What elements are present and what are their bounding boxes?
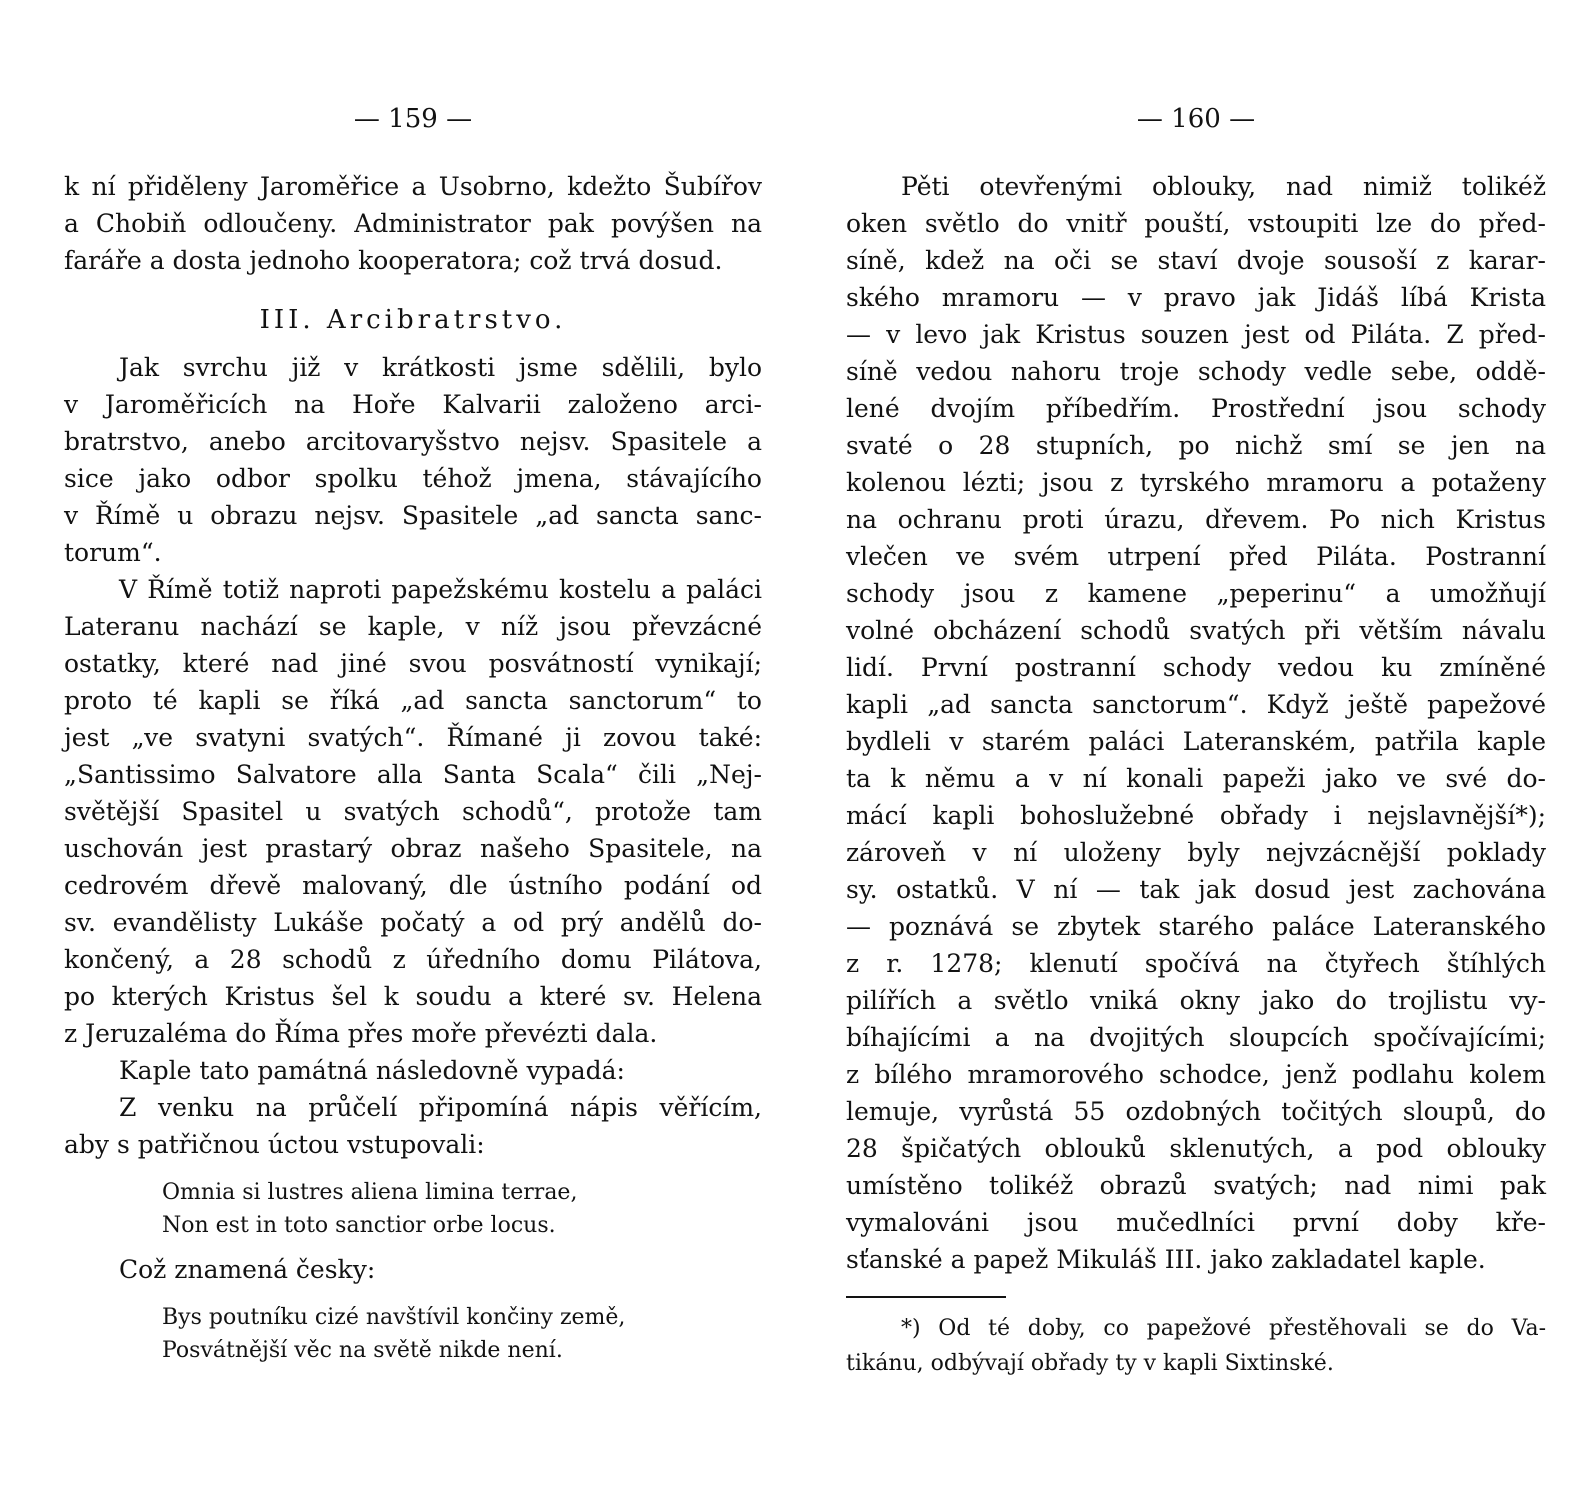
czech-verse	[162, 1301, 762, 1367]
text-line: Z venku na průčelí připomíná nápis věřícím,	[119, 1093, 762, 1122]
text-line: kapli „ad sancta sanctorum“. Když ještě papežové	[846, 690, 1546, 719]
text-line: na ochranu proti úrazu, dřevem. Po nich Kristus	[846, 505, 1546, 534]
text-line: z Jeruzaléma do Říma přes moře převézti dala.	[64, 1019, 658, 1048]
text-line: proto té kapli se říká „ad sancta sanctorum“ to	[64, 686, 762, 715]
text-line: tikánu, odbývají obřady ty v kapli Sixtinské.	[846, 1351, 1334, 1376]
text-line: lemuje, vyrůstá 55 ozdobných točitých sloupů, do	[846, 1097, 1546, 1126]
text-line: světější Spasitel u svatých schodů“, protože tam	[64, 797, 762, 826]
text-line: síně vedou nahoru troje schody vedle sebe, oddě-	[846, 357, 1546, 386]
text-line: Pěti otevřenými oblouky, nad nimiž tolikéž	[901, 172, 1546, 201]
text-line: sv. evandělisty Lukáše počatý a od prý andělů do-	[64, 908, 762, 937]
text-line: končený, a 28 schodů z úředního domu Pilátova,	[64, 945, 762, 974]
text-line: aby s patřičnou úctou vstupovali:	[64, 1130, 485, 1159]
text-line: — poznává se zbytek starého paláce Lateranského	[846, 912, 1546, 941]
section-heading: III. Arcibratrstvo.	[259, 305, 567, 335]
text-line: faráře a dosta jednoho kooperatora; což trvá dosud.	[64, 246, 723, 275]
text-line: Non est in toto sanctior orbe locus.	[162, 1213, 556, 1238]
text-line: sy. ostatků. V ní — tak jak dosud jest zachována	[846, 875, 1546, 904]
text-line: pilířích a světlo vniká okny jako do trojlistu vy-	[846, 986, 1546, 1015]
text-line: jest „ve svatyni svatých“. Římané ji zovou také:	[64, 723, 762, 752]
text-line: ta k němu a v ní konali papeži jako ve své do-	[846, 764, 1546, 793]
text-line: oken světlo do vnitř pouští, vstoupiti lze do před-	[846, 209, 1546, 238]
paragraph	[846, 168, 1546, 1278]
text-line: v Jaroměřicích na Hoře Kalvarii založeno arci-	[64, 390, 762, 419]
text-line: v Římě u obrazu nejsv. Spasitele „ad sancta sanc-	[64, 501, 762, 530]
text-line: V Římě totiž naproti papežskému kostelu a paláci	[119, 575, 762, 604]
text-line: „Santissimo Salvatore alla Santa Scala“ čili „Nej-	[64, 760, 762, 789]
text-line: kolenou lézti; jsou z tyrského mramoru a potaženy	[846, 468, 1546, 497]
page-number-right: — 160 —	[1136, 104, 1256, 134]
text-line: lené dvojím příbedřím. Prostřední jsou schody	[846, 394, 1546, 423]
text-line: vymalováni jsou mučedlníci první doby kře-	[846, 1208, 1546, 1237]
text-line: sťanské a papež Mikuláš III. jako zakladatel kaple.	[846, 1245, 1486, 1274]
paragraph	[64, 571, 762, 1052]
text-line: z r. 1278; klenutí spočívá na čtyřech štíhlých	[846, 949, 1546, 978]
text-line: Kaple tato památná následovně vypadá:	[119, 1056, 625, 1085]
text-line: *) Od té doby, co papežové přestěhovali se do Va-	[901, 1316, 1546, 1341]
text-line: bratrstvo, anebo arcitovaryšstvo nejsv. Spasitele a	[64, 427, 762, 456]
text-line: z bílého mramorového schodce, jenž podlahu kolem	[846, 1060, 1546, 1089]
text-line: svaté o 28 stupních, po nichž smí se jen na	[846, 431, 1546, 460]
text-line: Bys poutníku cizé navštívil končiny země,	[162, 1305, 626, 1330]
text-line: Posvátnější věc na světě nikde není.	[162, 1338, 563, 1363]
page-number-left: — 159 —	[353, 104, 473, 134]
text-line: vlečen ve svém utrpení před Piláta. Postranní	[846, 542, 1546, 571]
text-line: — v levo jak Kristus souzen jest od Piláta. Z před-	[846, 320, 1546, 349]
latin-verse	[162, 1176, 762, 1242]
text-line: k ní přiděleny Jaroměřice a Usobrno, kdežto Šubířov	[64, 172, 762, 201]
text-line: zároveň v ní uloženy byly nejvzácnější poklady	[846, 838, 1546, 867]
text-line: sice jako odbor spolku téhož jmena, stávajícího	[64, 464, 762, 493]
text-line: 28 špičatých oblouků sklenutých, a pod oblouky	[846, 1134, 1546, 1163]
paragraph	[64, 349, 762, 571]
text-line: bydleli v starém paláci Lateranském, patřila kaple	[846, 727, 1546, 756]
text-line: Což znamená česky:	[119, 1255, 376, 1284]
text-line: torum“.	[64, 538, 162, 567]
text-line: Lateranu nachází se kaple, v níž jsou převzácné	[64, 612, 762, 641]
paragraph	[64, 1089, 762, 1163]
text-line: volné obcházení schodů svatých při větším návalu	[846, 616, 1546, 645]
text-line: schody jsou z kamene „peperinu“ a umožňují	[846, 579, 1546, 608]
page-160	[846, 0, 1546, 1381]
text-line: po kterých Kristus šel k soudu a které sv. Helena	[64, 982, 762, 1011]
footnote	[846, 1311, 1546, 1381]
footnote-rule	[846, 1296, 1006, 1298]
text-line: a Chobiň odloučeny. Administrator pak povýšen na	[64, 209, 762, 238]
text-line: ského mramoru — v pravo jak Jidáš líbá Krista	[846, 283, 1546, 312]
paragraph	[64, 1251, 762, 1288]
paragraph	[64, 1052, 762, 1089]
text-line: uschován jest prastarý obraz našeho Spasitele, na	[64, 834, 762, 863]
text-line: Jak svrchu již v krátkosti jsme sdělili, bylo	[119, 353, 762, 382]
text-line: bíhajícími a na dvojitých sloupcích spočívajícími;	[846, 1023, 1546, 1052]
text-line: ostatky, které nad jiné svou posvátností vynikají;	[64, 649, 762, 678]
text-line: lidí. První postranní schody vedou ku zmíněné	[846, 653, 1546, 682]
paragraph-continuation	[64, 168, 762, 279]
text-line: umístěno tolikéž obrazů svatých; nad nimi pak	[846, 1171, 1546, 1200]
text-line: cedrovém dřevě malovaný, dle ústního podání od	[64, 871, 762, 900]
text-line: Omnia si lustres aliena limina terrae,	[162, 1180, 578, 1205]
text-line: síně, kdež na oči se staví dvoje sousoší z karar-	[846, 246, 1546, 275]
text-line: mácí kapli bohoslužebné obřady i nejslavnější*);	[846, 801, 1546, 830]
page-159	[64, 0, 762, 1376]
